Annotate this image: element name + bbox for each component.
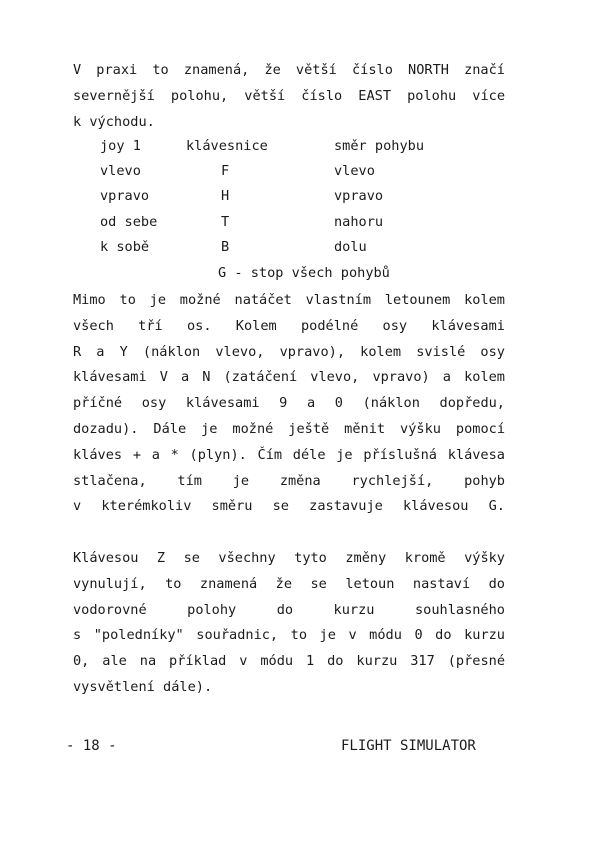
table-row — [100, 159, 480, 184]
text-line: V praxi to znamená, že větší číslo NORTH značí — [73, 62, 505, 78]
key-cell: F — [221, 163, 230, 180]
text-line: dozadu). Dále je možné ještě měnit výšku pomocí — [73, 420, 505, 437]
joy-cell: od sebe — [100, 213, 158, 230]
text-line: 0, ale na příklad v módu 1 do kurzu 317 (přesné — [73, 653, 505, 670]
direction-cell: vlevo — [334, 163, 375, 180]
text-line: klávesami V a N (zatáčení vlevo, vpravo) a kolem — [73, 369, 505, 386]
text-line: Mimo to je možné natáčet vlastním letounem kolem — [73, 292, 505, 308]
footer-title: FLIGHT SIMULATOR — [341, 738, 476, 754]
text-line: k východu. — [73, 113, 155, 130]
text-line: R a Y (náklon vlevo, vpravo), kolem svislé osy — [73, 343, 505, 360]
text-line: stlačena, tím je změna rychlejší, pohyb — [73, 472, 505, 489]
key-cell: B — [221, 238, 230, 255]
key-cell: H — [221, 188, 230, 205]
header-joystick: joy 1 — [100, 138, 141, 154]
header-keyboard: klávesnice — [186, 138, 268, 154]
intro-paragraph — [73, 58, 505, 135]
text-line: vodorovné polohy do kurzu souhlasného — [73, 601, 505, 618]
table-row — [100, 210, 480, 235]
joy-cell: vpravo — [100, 188, 150, 205]
direction-cell: vpravo — [334, 188, 384, 205]
direction-cell: nahoru — [334, 213, 384, 230]
table-row — [100, 235, 480, 260]
text-line: všech tří os. Kolem podélné osy klávesami — [73, 317, 505, 334]
text-line: severnější polohu, větší číslo EAST polohu více — [73, 87, 505, 104]
text-line: v kterémkoliv směru se zastavuje klávesou G. — [73, 498, 505, 515]
text-line: s "poledníky" souřadnic, to je v módu 0 do kurzu — [73, 627, 505, 644]
text-line: kláves + a * (plyn). Čím déle je příslušná klávesa — [73, 446, 505, 463]
table-header-row — [100, 134, 480, 159]
joy-cell: vlevo — [100, 163, 141, 180]
text-line: vysvětlení dále). — [73, 678, 213, 695]
text-line: Klávesou Z se všechny tyto změny kromě výšky — [73, 550, 505, 566]
reset-paragraph — [73, 546, 505, 701]
text-line: příčné osy klávesami 9 a 0 (náklon dopředu, — [73, 395, 505, 412]
rotation-paragraph — [73, 288, 505, 520]
stop-note: G - stop všech pohybů — [218, 265, 390, 281]
direction-cell: dolu — [334, 238, 367, 255]
table-row — [100, 184, 480, 209]
page-number: - 18 - — [66, 738, 117, 754]
key-cell: T — [221, 213, 230, 230]
joy-cell: k sobě — [100, 238, 150, 255]
text-line: vynulují, to znamená že se letoun nastaví do — [73, 575, 505, 592]
header-direction: směr pohybu — [334, 138, 425, 154]
controls-table — [100, 134, 480, 260]
